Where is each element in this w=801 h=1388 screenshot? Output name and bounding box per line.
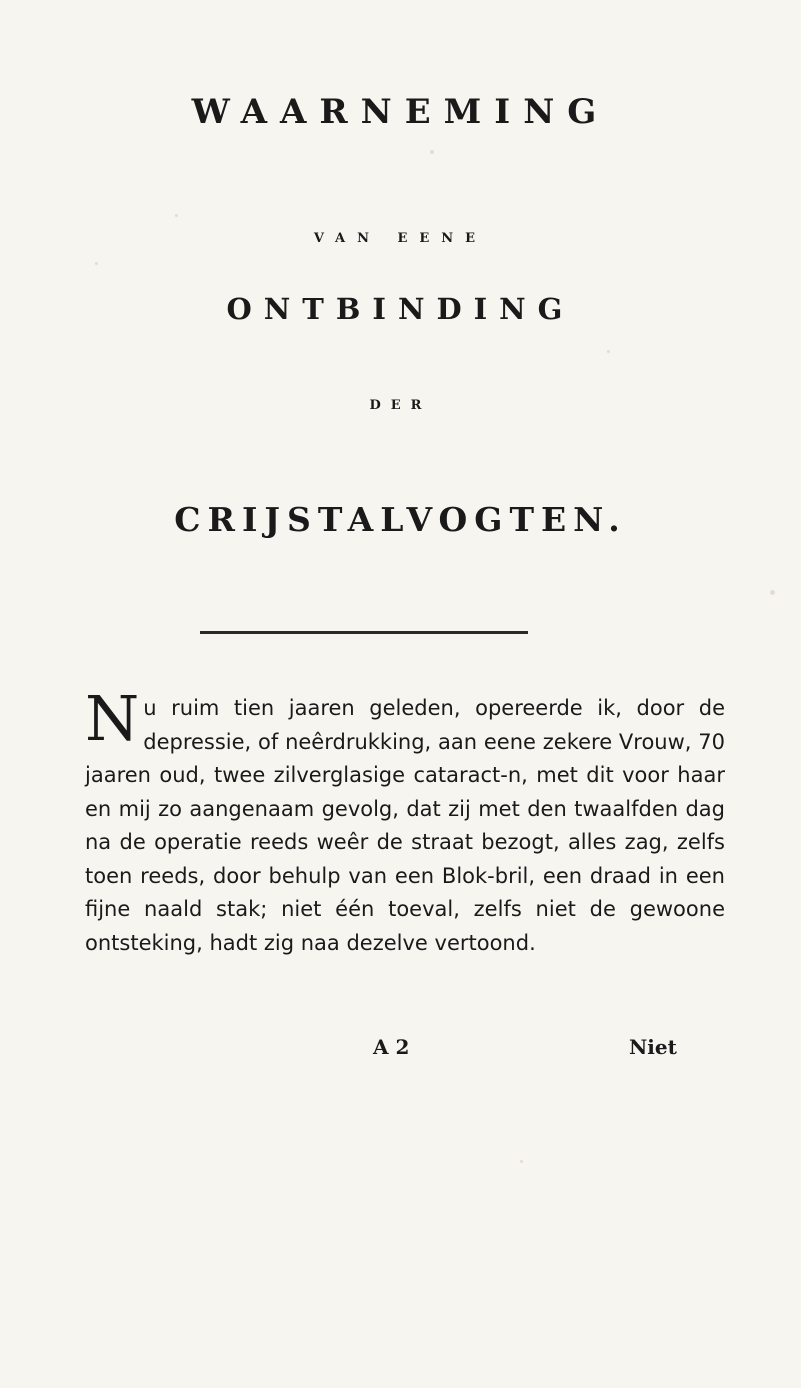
paper-speck [520,1160,523,1163]
catchword: Niet [629,1035,677,1059]
paper-speck [175,214,178,217]
heading-crijstalvogten: CRIJSTALVOGTEN. [174,500,627,539]
heading-der: DER [369,398,432,413]
paper-speck [95,262,98,265]
signature-mark: A 2 [373,1035,410,1059]
body-paragraph-text: u ruim tien jaaren geleden, opereerde ik, door de depressie, of neêrdrukking, aan eene zekere Vrouw, 70 jaaren oud, twee zilverglasige cataract-n, met dit voor haar en mij zo aangenaam gevolg, dat zij met den twaalfden dag na de operatie reeds weêr de straat bezogt, alles zag, zelfs toen reeds, door behulp van een Blok-bril, een draad in een fijne naald stak; niet één toeval, zelfs niet de gewoone ontsteking, hadt zig naa dezelve vertoond. [85,696,725,955]
body-paragraph [85,682,725,960]
paper-speck [607,350,610,353]
heading-van-eene: VAN EENE [313,231,488,246]
paper-speck [770,590,775,595]
drop-cap: N [85,682,140,755]
heading-ontbinding: ONTBINDING [226,292,575,326]
paper-speck [430,150,434,154]
heading-waarneming: WAARNEMING [191,92,610,132]
title-rule [200,631,528,634]
